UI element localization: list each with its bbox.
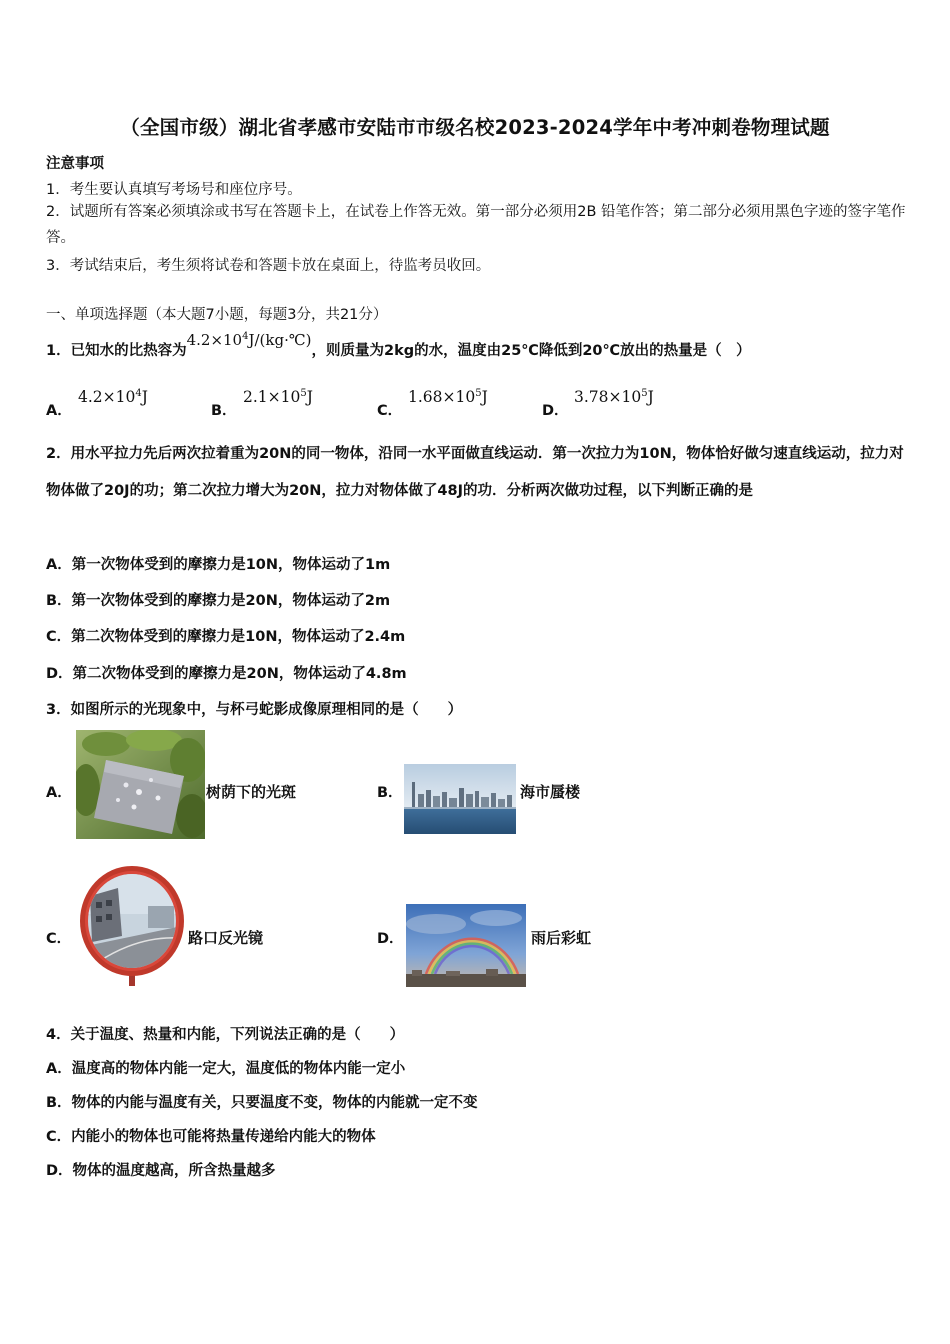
question-4-stem: 4．关于温度、热量和内能，下列说法正确的是（ ） bbox=[46, 1027, 405, 1043]
formula-main: 4.2×10 bbox=[186, 331, 243, 349]
q1-option-a-mantissa: 4.2×10 bbox=[78, 388, 136, 407]
q3-option-b-letter: B． bbox=[377, 785, 403, 801]
q1-option-d-exp: 5 bbox=[641, 388, 648, 399]
mirage-city-photo bbox=[404, 764, 516, 834]
q1-option-b-mantissa: 2.1×10 bbox=[243, 388, 301, 407]
section-heading: 一、单项选择题（本大题7小题，每题3分，共21分） bbox=[46, 307, 388, 323]
q1-option-c-exp: 5 bbox=[475, 388, 482, 399]
q1-option-c-unit: J bbox=[481, 388, 488, 407]
q2-option-c: C．第二次物体受到的摩擦力是10N，物体运动了2.4m bbox=[46, 629, 406, 645]
q1-option-d-unit: J bbox=[647, 388, 654, 407]
q1-option-a-unit: J bbox=[141, 388, 148, 407]
notice-item-1: 1．考生要认真填写考场号和座位序号。 bbox=[46, 182, 302, 198]
q3-option-d-caption: 雨后彩虹 bbox=[531, 929, 592, 947]
q1-option-c-mantissa: 1.68×10 bbox=[408, 388, 476, 407]
notice-item-3: 3．考试结束后，考生须将试卷和答题卡放在桌面上，待监考员收回。 bbox=[46, 258, 491, 274]
q1-option-c-letter: C． bbox=[377, 403, 403, 419]
rainbow-photo bbox=[406, 904, 526, 987]
notice-heading: 注意事项 bbox=[46, 156, 104, 172]
notice-item-2: 2．试题所有答案必须填涂或书写在答题卡上，在试卷上作答无效。第一部分必须用2B 铅笔作答；第二部分必须用黑色字迹的签字笔作答。 bbox=[46, 204, 906, 246]
q4-option-b: B．物体的内能与温度有关，只要温度不变，物体的内能就一定不变 bbox=[46, 1095, 478, 1111]
question-1-suffix: ，则质量为2kg的水，温度由25℃降低到20℃放出的热量是（ ） bbox=[311, 343, 751, 359]
exam-title: （全国市级）湖北省孝感市安陆市市级名校2023-2024学年中考冲刺卷物理试题 bbox=[120, 116, 830, 139]
tree-shadow-light-spots-photo bbox=[76, 730, 205, 839]
q3-option-a-caption: 树荫下的光斑 bbox=[206, 783, 297, 801]
q1-option-d-letter: D． bbox=[542, 403, 569, 419]
q1-option-a bbox=[78, 388, 148, 406]
question-1 bbox=[46, 331, 751, 360]
question-3-stem: 3．如图所示的光现象中，与杯弓蛇影成像原理相同的是（ ） bbox=[46, 702, 463, 718]
q3-option-c-caption: 路口反光镜 bbox=[188, 929, 264, 947]
q3-option-d-letter: D． bbox=[377, 931, 404, 947]
q3-option-c-letter: C． bbox=[46, 931, 72, 947]
specific-heat-formula bbox=[187, 331, 312, 349]
question-1-prefix: 1．已知水的比热容为 bbox=[46, 343, 187, 359]
q3-option-b-caption: 海市蜃楼 bbox=[520, 783, 581, 801]
formula-exp: 4 bbox=[242, 331, 249, 342]
q2-option-a: A．第一次物体受到的摩擦力是10N，物体运动了1m bbox=[46, 557, 391, 573]
q2-option-d: D．第二次物体受到的摩擦力是20N，物体运动了4.8m bbox=[46, 666, 407, 682]
q1-option-b-exp: 5 bbox=[300, 388, 307, 399]
q3-option-a-letter: A． bbox=[46, 785, 72, 801]
question-2-stem: 2．用水平拉力先后两次拉着重为20N的同一物体，沿同一水平面做直线运动．第一次拉力为10N，物体恰好做匀速直线运动，拉力对物体做了20J的功；第二次拉力增大为20N，拉力对物体做了48J的功．分析两次做功过程，以下判断正确的是 bbox=[46, 446, 904, 499]
q4-option-a: A．温度高的物体内能一定大，温度低的物体内能一定小 bbox=[46, 1061, 406, 1077]
convex-mirror-photo bbox=[78, 866, 186, 986]
q2-option-b: B．第一次物体受到的摩擦力是20N，物体运动了2m bbox=[46, 593, 391, 609]
q1-option-a-exp: 4 bbox=[135, 388, 142, 399]
q1-option-d-mantissa: 3.78×10 bbox=[574, 388, 642, 407]
q1-option-c bbox=[408, 388, 488, 406]
q1-option-b bbox=[243, 388, 313, 406]
q4-option-d: D．物体的温度越高，所含热量越多 bbox=[46, 1163, 276, 1179]
q1-option-a-letter: A． bbox=[46, 403, 72, 419]
q4-option-c: C．内能小的物体也可能将热量传递给内能大的物体 bbox=[46, 1129, 376, 1145]
q1-option-d bbox=[574, 388, 654, 406]
formula-unit: J/(kg·℃) bbox=[248, 331, 312, 349]
q1-option-b-letter: B． bbox=[211, 403, 237, 419]
q1-option-b-unit: J bbox=[306, 388, 313, 407]
